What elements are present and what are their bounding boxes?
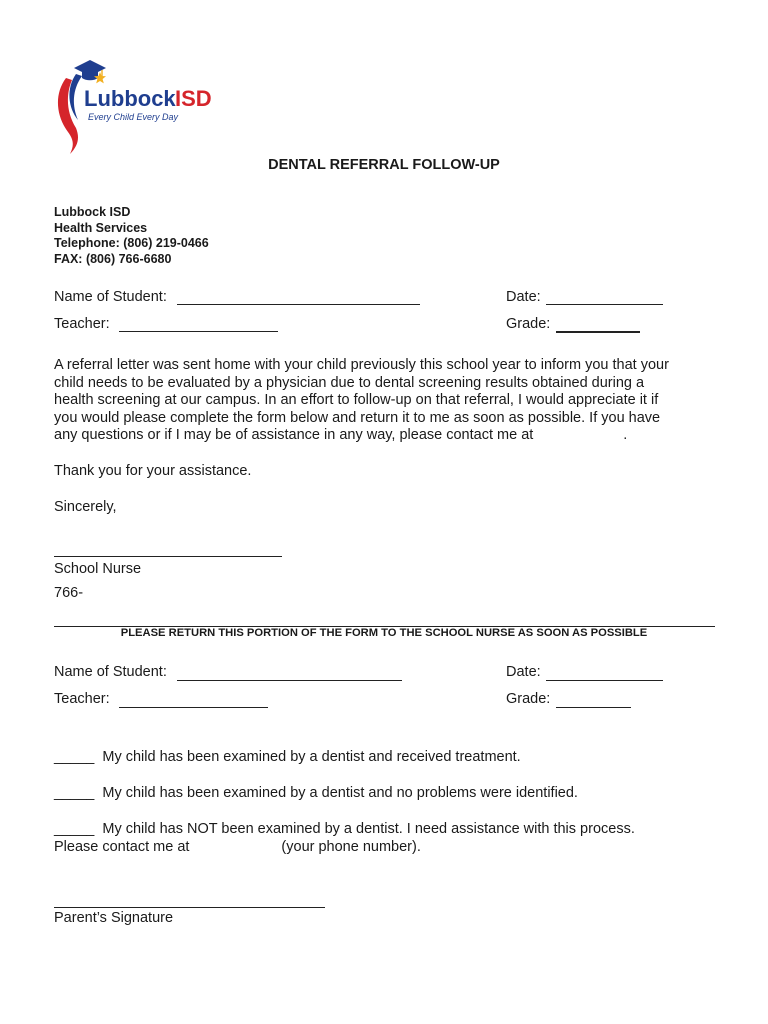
letter-line: health screening at our campus. In an effort to follow-up on that referral, I would appreciate it if [54, 392, 659, 408]
district-name: Lubbock ISD [54, 205, 131, 219]
logo-graphic [54, 54, 224, 156]
option-label: My child has been examined by a dentist and no problems were identified. [102, 785, 578, 801]
teacher-label: Teacher: [54, 691, 110, 707]
option-label: My child has NOT been examined by a dentist. I need assistance with this process. [102, 821, 635, 837]
contact-block [54, 205, 209, 267]
date-label: Date: [506, 664, 541, 680]
letter-line: any questions or if I may be of assistance in any way, please contact me at . [54, 427, 628, 443]
closing-text: Sincerely, [54, 499, 117, 515]
nurse-phone: 766- [54, 585, 84, 601]
graduation-cap-icon [74, 60, 106, 76]
date-label: Date: [506, 289, 541, 305]
thanks-text: Thank you for your assistance. [54, 463, 252, 479]
department-name: Health Services [54, 220, 148, 235]
student-name-label: Name of Student: [54, 664, 167, 680]
teacher-field[interactable] [119, 331, 278, 332]
letter-line: you would please complete the form below and return it to me as soon as possible. If you have [54, 409, 661, 426]
fax: FAX: (806) 766-6680 [54, 251, 172, 266]
date-field[interactable] [546, 680, 663, 681]
option-not-examined[interactable] [54, 821, 635, 837]
letter-line: child needs to be evaluated by a physician due to dental screening results obtained during a [54, 374, 645, 391]
parent-signature-field[interactable] [54, 907, 325, 908]
date-field[interactable] [546, 304, 663, 305]
letter-body [54, 357, 734, 445]
grade-field[interactable] [556, 707, 631, 708]
option-blank[interactable]: _____ [54, 749, 95, 765]
logo-wordmark-isd: ISD [175, 86, 212, 111]
student-name-field[interactable] [177, 680, 402, 681]
page-title: DENTAL REFERRAL FOLLOW-UP [268, 157, 500, 173]
lubbock-isd-logo [54, 54, 224, 156]
grade-field[interactable] [556, 331, 640, 333]
telephone: Telephone: (806) 219-0466 [54, 236, 209, 250]
grade-label: Grade: [506, 316, 551, 332]
option-blank[interactable]: _____ [54, 821, 95, 837]
signer-title: School Nurse [54, 561, 142, 577]
nurse-signature-line [54, 556, 282, 557]
student-name-label: Name of Student: [54, 289, 167, 305]
contact-request-line: Please contact me at (your phone number). [54, 839, 421, 855]
option-label: My child has been examined by a dentist and received treatment. [102, 749, 521, 765]
letter-line: A referral letter was sent home with your child previously this school year to inform you that your [54, 357, 669, 373]
option-treated[interactable] [54, 749, 521, 765]
student-name-field[interactable] [177, 304, 420, 305]
grade-label: Grade: [506, 691, 551, 707]
logo-tagline: Every Child Every Day [88, 112, 179, 122]
option-no-problems[interactable] [54, 785, 578, 801]
parent-signature-label: Parent’s Signature [54, 910, 174, 926]
return-notice: PLEASE RETURN THIS PORTION OF THE FORM TO THE SCHOOL NURSE AS SOON AS POSSIBLE [120, 627, 648, 639]
option-blank[interactable]: _____ [54, 785, 95, 801]
teacher-field[interactable] [119, 707, 268, 708]
teacher-label: Teacher: [54, 316, 110, 332]
logo-wordmark-lubbock: Lubbock [84, 86, 176, 111]
